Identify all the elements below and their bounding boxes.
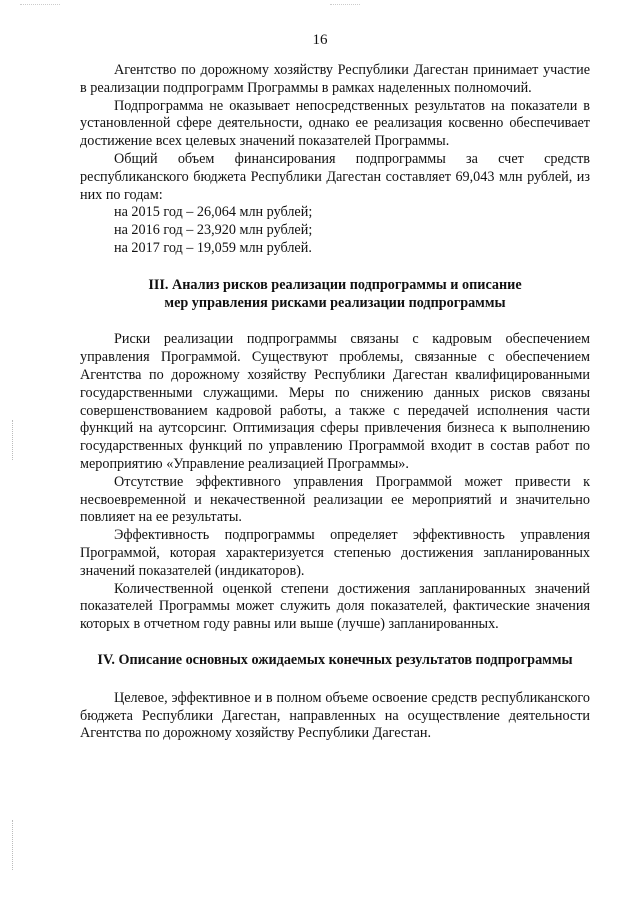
section-4-title: IV. Описание основных ожидаемых конечных результатов подпрограммы bbox=[97, 651, 573, 668]
document-body bbox=[80, 62, 590, 743]
section-3-title-line-2: мер управления рисками реализации подпрограммы bbox=[164, 294, 506, 311]
paragraph: Эффективность подпрограммы определяет эффективность управления Программой, которая характеризуется степенью достижения запланированных значений показателей (индикаторов). bbox=[80, 527, 590, 579]
paragraph: Агентство по дорожному хозяйству Республики Дагестан принимает участие в реализации подпрограмм Программы в рамках наделенных полномочий. bbox=[80, 62, 590, 96]
section-3-title-line-1: III. Анализ рисков реализации подпрограммы и описание bbox=[148, 276, 522, 293]
paragraph: Количественной оценкой степени достижения запланированных значений показателей Программы может служить доля показателей, фактические значения которых в отчетном году равны или выше (лучше) запланированных. bbox=[80, 580, 590, 633]
funding-year-2017: на 2017 год – 19,059 млн рублей. bbox=[114, 239, 312, 256]
paragraph: Подпрограмма не оказывает непосредственных результатов на показатели в установленной сфере деятельности, однако ее реализация косвенно обеспечивает достижение всех целевых значений показателей Программы. bbox=[80, 97, 590, 150]
section-3-heading bbox=[80, 277, 590, 313]
paragraph: Общий объем финансирования подпрограммы за счет средств республиканского бюджета Республики Дагестан составляет 69,043 млн рублей, из них по годам: bbox=[80, 150, 590, 203]
funding-year-2015: на 2015 год – 26,064 млн рублей; bbox=[114, 204, 313, 221]
scan-artifact bbox=[20, 4, 60, 6]
scan-artifact bbox=[330, 4, 360, 6]
scan-artifact bbox=[12, 420, 14, 460]
paragraph: Целевое, эффективное и в полном объеме освоение средств республиканского бюджета Республики Дагестан, направленных на осуществление деятельности Агентства по дорожному хозяйству Республики Дагестан. bbox=[80, 689, 590, 742]
scan-artifact bbox=[12, 820, 14, 870]
page-number: 16 bbox=[312, 32, 328, 48]
funding-year-2016: на 2016 год – 23,920 млн рублей; bbox=[114, 222, 313, 239]
paragraph: Отсутствие эффективного управления Программой может привести к несвоевременной и некачественной реализации ее мероприятий и значительно повлияет на ее результаты. bbox=[80, 473, 590, 526]
section-4-heading bbox=[80, 652, 590, 670]
paragraph: Риски реализации подпрограммы связаны с кадровым обеспечением управления Программой. Существуют проблемы, связанные с обеспечением Агентства по дорожному хозяйству Республики Дагестан квалифицированными государственными служащими. Меры по снижению данных рисков связаны совершенствованием кадровой работы, а также с передачей исполнения части функций на аутсорсинг. Оптимизация сферы привлечения бизнеса к выполнению государственных функций по управлению Программой входит в состав работ по мероприятию «Управление реализацией Программы». bbox=[80, 331, 590, 472]
